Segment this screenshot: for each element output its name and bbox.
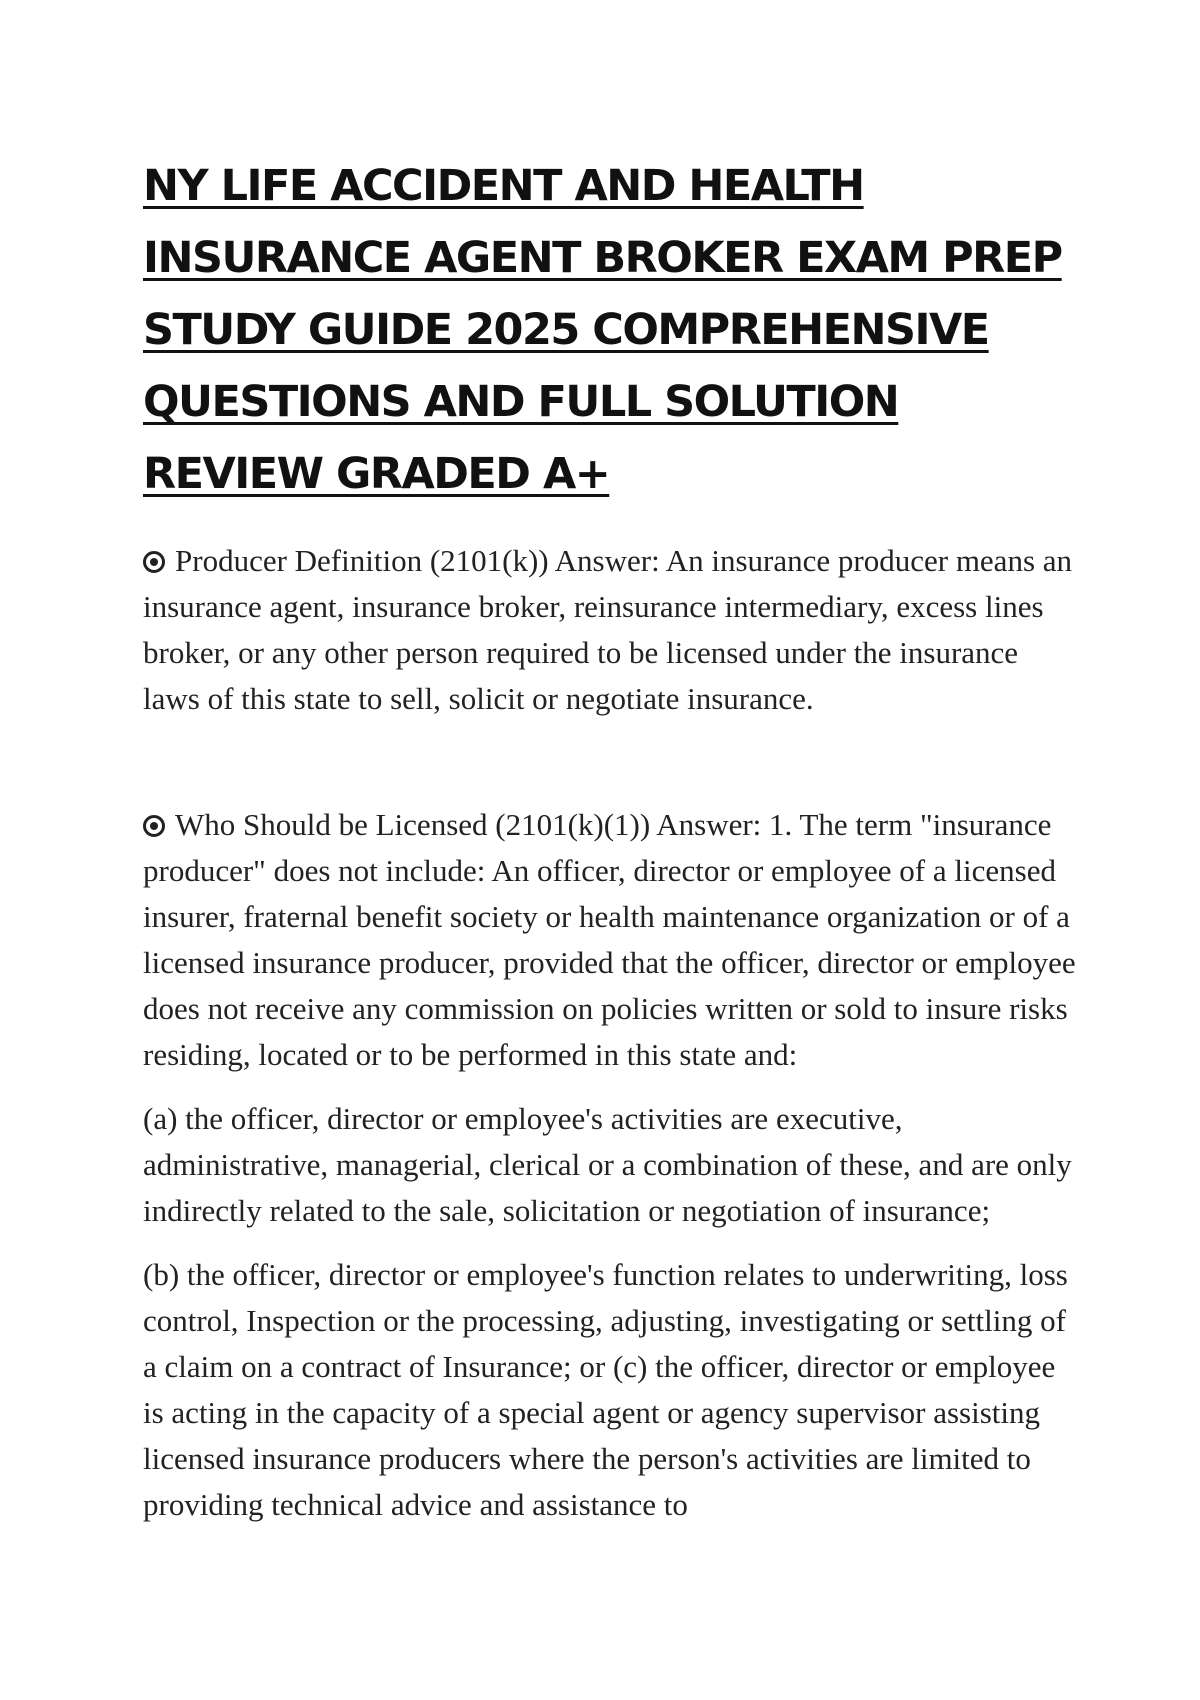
entry-producer-definition-text: Producer Definition (2101(k)) Answer: An insurance producer means an insurance agent, insurance broker, reinsurance intermediary, excess lines broker, or any other person required to be licensed under the insurance laws of this state to sell, solicit or negotiate insurance.: [143, 543, 1073, 716]
entry-who-should-be-licensed: [143, 802, 1078, 1078]
document-title: [143, 150, 1078, 510]
entry-who-should-be-licensed-text: Who Should be Licensed (2101(k)(1)) Answer: 1. The term "insurance producer" does not include: An officer, director or employee of a licensed insurer, fraternal benefit society or health maintenance organization or of a licensed insurance producer, provided that the officer, director or employee does not receive any commission on policies written or sold to insure risks residing, located or to be performed in this state and:: [143, 807, 1076, 1072]
entry-producer-definition: [143, 538, 1078, 722]
document-page: [143, 150, 1078, 1528]
entry-subclause-a: (a) the officer, director or employee's activities are executive, administrative, managerial, clerical or a combination of these, and are only indirectly related to the sale, solicitation or negotiation of insurance;: [143, 1101, 1072, 1228]
document-title-text: NY LIFE ACCIDENT AND HEALTH INSURANCE AGENT BROKER EXAM PREP STUDY GUIDE 2025 COMPREHENSIVE QUESTIONS AND FULL SOLUTION REVIEW GRADED A+: [143, 161, 1062, 499]
fisheye-bullet-icon: [143, 551, 165, 573]
entry-subclause-b: (b) the officer, director or employee's function relates to underwriting, loss control, Inspection or the processing, adjusting, investigating or settling of a claim on a contract of Insurance; or (c) the officer, director or employee is acting in the capacity of a special agent or agency supervisor assisting licensed insurance producers where the person's activities are limited to providing technical advice and assistance to: [143, 1257, 1068, 1522]
paragraph-spacer: [143, 1078, 1078, 1096]
fisheye-bullet-icon: [143, 815, 165, 837]
paragraph-spacer: [143, 1234, 1078, 1252]
entry-spacer: [143, 722, 1078, 802]
